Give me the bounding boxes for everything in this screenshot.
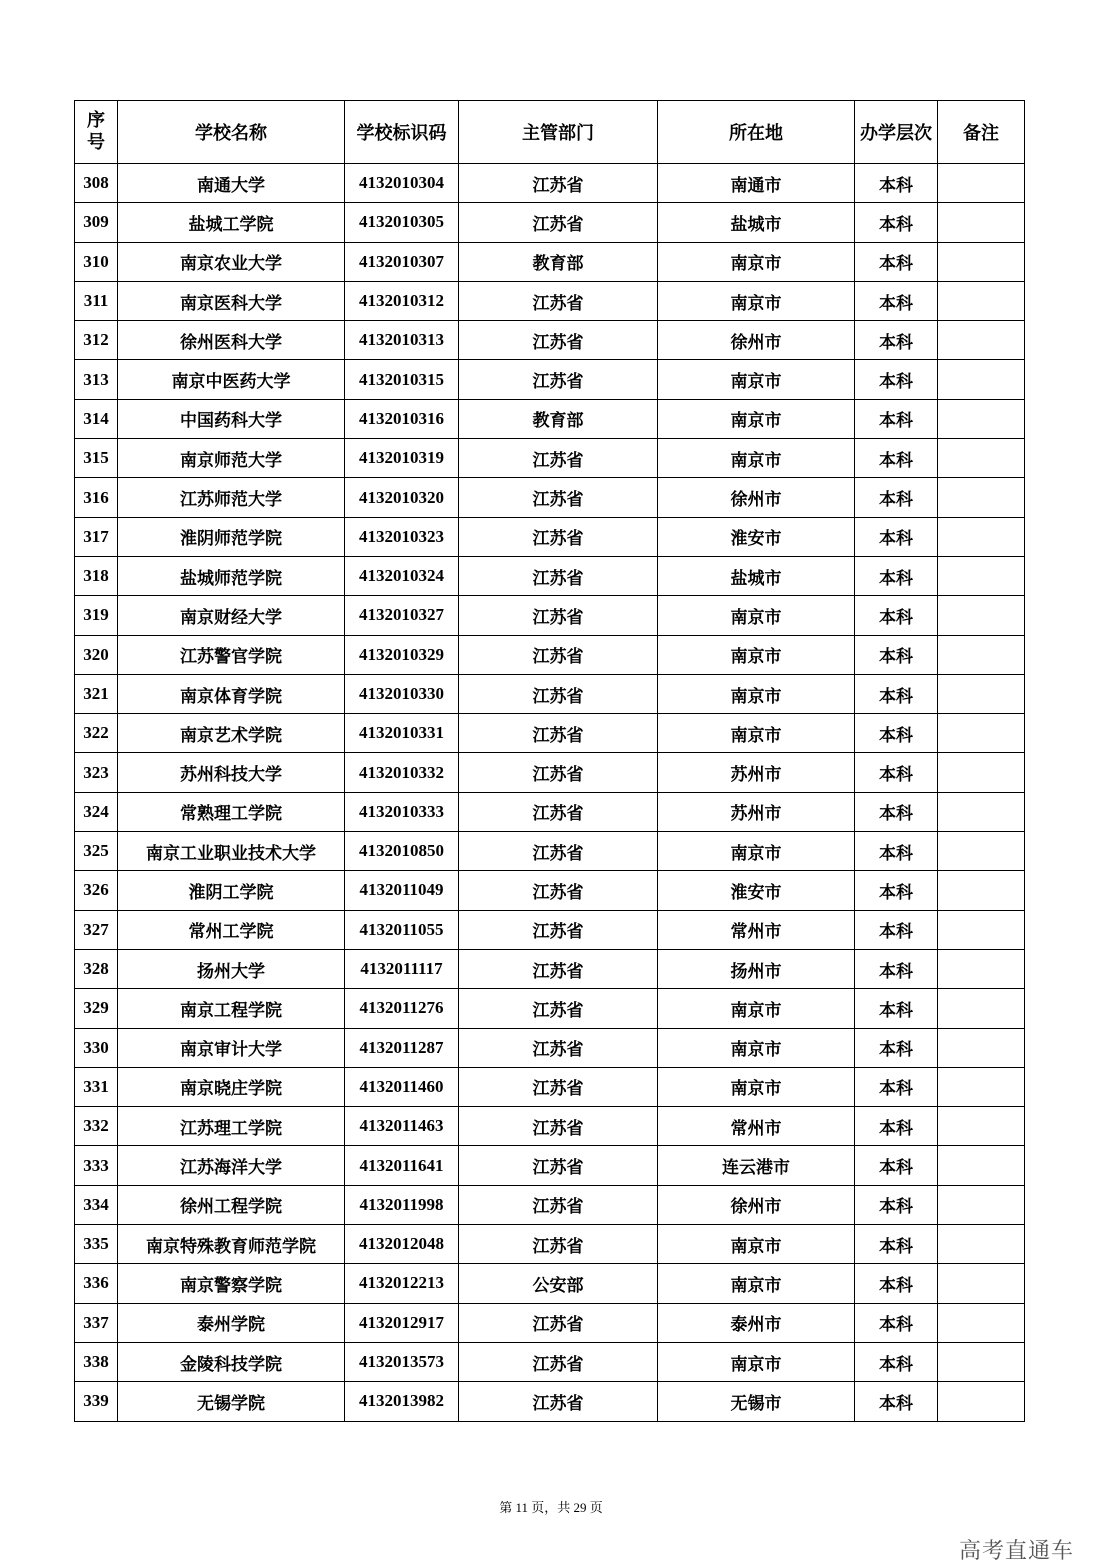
- cell-department: 江苏省: [459, 556, 658, 595]
- cell-location: 南京市: [658, 1342, 855, 1381]
- cell-department: 江苏省: [459, 1382, 658, 1421]
- table-row: [75, 164, 1025, 203]
- cell-department: 江苏省: [459, 478, 658, 517]
- cell-location: 南京市: [658, 635, 855, 674]
- table-row: [75, 949, 1025, 988]
- cell-department: 江苏省: [459, 753, 658, 792]
- cell-level: 本科: [855, 1382, 938, 1421]
- cell-remarks: [938, 1067, 1025, 1106]
- cell-school-code: 4132013573: [345, 1342, 459, 1381]
- table-row: [75, 753, 1025, 792]
- cell-seq: 337: [75, 1303, 118, 1342]
- cell-location: 徐州市: [658, 321, 855, 360]
- cell-seq: 332: [75, 1107, 118, 1146]
- cell-remarks: [938, 1146, 1025, 1185]
- cell-level: 本科: [855, 910, 938, 949]
- cell-location: 南京市: [658, 242, 855, 281]
- cell-seq: 326: [75, 871, 118, 910]
- cell-seq: 331: [75, 1067, 118, 1106]
- cell-remarks: [938, 164, 1025, 203]
- cell-department: 江苏省: [459, 635, 658, 674]
- cell-level: 本科: [855, 360, 938, 399]
- cell-school-name: 淮阴师范学院: [118, 517, 345, 556]
- cell-location: 苏州市: [658, 792, 855, 831]
- cell-department: 江苏省: [459, 832, 658, 871]
- cell-level: 本科: [855, 832, 938, 871]
- cell-remarks: [938, 832, 1025, 871]
- cell-remarks: [938, 556, 1025, 595]
- cell-school-code: 4132010327: [345, 596, 459, 635]
- cell-remarks: [938, 635, 1025, 674]
- cell-remarks: [938, 792, 1025, 831]
- cell-level: 本科: [855, 321, 938, 360]
- cell-location: 淮安市: [658, 871, 855, 910]
- cell-seq: 330: [75, 1028, 118, 1067]
- cell-remarks: [938, 1382, 1025, 1421]
- cell-school-name: 南京工业职业技术大学: [118, 832, 345, 871]
- table-row: [75, 910, 1025, 949]
- cell-remarks: [938, 517, 1025, 556]
- page-number-footer: 第 11 页，共 29 页: [499, 1500, 603, 1515]
- cell-location: 连云港市: [658, 1146, 855, 1185]
- cell-seq: 336: [75, 1264, 118, 1303]
- cell-seq: 325: [75, 832, 118, 871]
- cell-level: 本科: [855, 242, 938, 281]
- table-row: [75, 714, 1025, 753]
- table-header: [75, 101, 1025, 164]
- cell-department: 江苏省: [459, 439, 658, 478]
- cell-school-name: 南京医科大学: [118, 281, 345, 320]
- cell-location: 南京市: [658, 989, 855, 1028]
- cell-department: 江苏省: [459, 714, 658, 753]
- cell-remarks: [938, 203, 1025, 242]
- cell-seq: 327: [75, 910, 118, 949]
- cell-location: 徐州市: [658, 478, 855, 517]
- cell-seq: 314: [75, 399, 118, 438]
- cell-level: 本科: [855, 635, 938, 674]
- cell-school-name: 盐城师范学院: [118, 556, 345, 595]
- cell-school-code: 4132011463: [345, 1107, 459, 1146]
- cell-school-code: 4132010312: [345, 281, 459, 320]
- cell-seq: 309: [75, 203, 118, 242]
- cell-school-code: 4132011049: [345, 871, 459, 910]
- cell-location: 扬州市: [658, 949, 855, 988]
- header-school-name: 学校名称: [118, 101, 345, 164]
- table-row: [75, 1107, 1025, 1146]
- cell-school-name: 盐城工学院: [118, 203, 345, 242]
- cell-remarks: [938, 1342, 1025, 1381]
- table-row: [75, 1067, 1025, 1106]
- table-row: [75, 792, 1025, 831]
- cell-department: 江苏省: [459, 674, 658, 713]
- cell-school-code: 4132010320: [345, 478, 459, 517]
- cell-department: 江苏省: [459, 1342, 658, 1381]
- cell-school-name: 南通大学: [118, 164, 345, 203]
- cell-department: 江苏省: [459, 1303, 658, 1342]
- cell-school-name: 南京审计大学: [118, 1028, 345, 1067]
- cell-school-name: 常熟理工学院: [118, 792, 345, 831]
- cell-seq: 322: [75, 714, 118, 753]
- table-row: [75, 1146, 1025, 1185]
- cell-remarks: [938, 753, 1025, 792]
- cell-location: 南京市: [658, 832, 855, 871]
- cell-location: 徐州市: [658, 1185, 855, 1224]
- cell-seq: 320: [75, 635, 118, 674]
- cell-department: 江苏省: [459, 792, 658, 831]
- cell-level: 本科: [855, 1342, 938, 1381]
- cell-level: 本科: [855, 871, 938, 910]
- cell-school-code: 4132011276: [345, 989, 459, 1028]
- table-row: [75, 1225, 1025, 1264]
- table-row: [75, 399, 1025, 438]
- cell-department: 公安部: [459, 1264, 658, 1303]
- cell-school-code: 4132010333: [345, 792, 459, 831]
- cell-school-code: 4132012917: [345, 1303, 459, 1342]
- cell-school-name: 南京体育学院: [118, 674, 345, 713]
- cell-location: 南京市: [658, 399, 855, 438]
- table-row: [75, 439, 1025, 478]
- table-row: [75, 517, 1025, 556]
- cell-level: 本科: [855, 1067, 938, 1106]
- cell-school-name: 南京警察学院: [118, 1264, 345, 1303]
- cell-school-code: 4132010330: [345, 674, 459, 713]
- cell-school-code: 4132010323: [345, 517, 459, 556]
- cell-remarks: [938, 910, 1025, 949]
- header-school-code: 学校标识码: [345, 101, 459, 164]
- cell-remarks: [938, 1264, 1025, 1303]
- cell-location: 南京市: [658, 360, 855, 399]
- cell-level: 本科: [855, 1303, 938, 1342]
- table-row: [75, 556, 1025, 595]
- cell-department: 江苏省: [459, 1067, 658, 1106]
- cell-level: 本科: [855, 1028, 938, 1067]
- cell-remarks: [938, 989, 1025, 1028]
- table-row: [75, 1185, 1025, 1224]
- cell-seq: 329: [75, 989, 118, 1028]
- cell-seq: 319: [75, 596, 118, 635]
- cell-department: 教育部: [459, 399, 658, 438]
- cell-school-code: 4132010304: [345, 164, 459, 203]
- cell-level: 本科: [855, 1185, 938, 1224]
- cell-location: 无锡市: [658, 1382, 855, 1421]
- cell-department: 江苏省: [459, 989, 658, 1028]
- cell-location: 南京市: [658, 281, 855, 320]
- table-row: [75, 674, 1025, 713]
- cell-seq: 338: [75, 1342, 118, 1381]
- cell-remarks: [938, 242, 1025, 281]
- table-row: [75, 281, 1025, 320]
- cell-level: 本科: [855, 203, 938, 242]
- cell-seq: 324: [75, 792, 118, 831]
- table-row: [75, 635, 1025, 674]
- header-remarks: 备注: [938, 101, 1025, 164]
- cell-school-name: 南京师范大学: [118, 439, 345, 478]
- cell-school-code: 4132012213: [345, 1264, 459, 1303]
- cell-school-name: 徐州工程学院: [118, 1185, 345, 1224]
- cell-seq: 313: [75, 360, 118, 399]
- table-body: [75, 164, 1025, 1422]
- cell-level: 本科: [855, 1107, 938, 1146]
- cell-school-name: 南京特殊教育师范学院: [118, 1225, 345, 1264]
- cell-level: 本科: [855, 596, 938, 635]
- cell-school-code: 4132010316: [345, 399, 459, 438]
- cell-school-name: 南京晓庄学院: [118, 1067, 345, 1106]
- cell-school-name: 江苏师范大学: [118, 478, 345, 517]
- table-row: [75, 360, 1025, 399]
- cell-seq: 318: [75, 556, 118, 595]
- cell-seq: 310: [75, 242, 118, 281]
- cell-level: 本科: [855, 949, 938, 988]
- header-department: 主管部门: [459, 101, 658, 164]
- watermark-logo-text: 高考直通车: [958, 1539, 1074, 1564]
- cell-location: 泰州市: [658, 1303, 855, 1342]
- cell-school-name: 南京艺术学院: [118, 714, 345, 753]
- cell-school-name: 无锡学院: [118, 1382, 345, 1421]
- cell-school-code: 4132010332: [345, 753, 459, 792]
- cell-remarks: [938, 949, 1025, 988]
- cell-school-name: 中国药科大学: [118, 399, 345, 438]
- cell-level: 本科: [855, 556, 938, 595]
- cell-department: 江苏省: [459, 596, 658, 635]
- cell-level: 本科: [855, 517, 938, 556]
- cell-seq: 333: [75, 1146, 118, 1185]
- cell-location: 盐城市: [658, 203, 855, 242]
- cell-level: 本科: [855, 792, 938, 831]
- cell-location: 南京市: [658, 1067, 855, 1106]
- cell-school-code: 4132011055: [345, 910, 459, 949]
- cell-seq: 312: [75, 321, 118, 360]
- cell-school-code: 4132010315: [345, 360, 459, 399]
- cell-department: 江苏省: [459, 360, 658, 399]
- table-row: [75, 203, 1025, 242]
- cell-location: 南京市: [658, 714, 855, 753]
- cell-school-name: 南京财经大学: [118, 596, 345, 635]
- cell-location: 南京市: [658, 674, 855, 713]
- cell-remarks: [938, 1185, 1025, 1224]
- cell-remarks: [938, 1107, 1025, 1146]
- cell-level: 本科: [855, 989, 938, 1028]
- cell-school-name: 江苏理工学院: [118, 1107, 345, 1146]
- cell-location: 南京市: [658, 1028, 855, 1067]
- cell-remarks: [938, 1225, 1025, 1264]
- cell-department: 江苏省: [459, 1225, 658, 1264]
- cell-school-code: 4132010313: [345, 321, 459, 360]
- cell-school-code: 4132010331: [345, 714, 459, 753]
- cell-seq: 321: [75, 674, 118, 713]
- cell-seq: 334: [75, 1185, 118, 1224]
- table-row: [75, 871, 1025, 910]
- cell-seq: 328: [75, 949, 118, 988]
- cell-department: 江苏省: [459, 517, 658, 556]
- table-row: [75, 832, 1025, 871]
- cell-department: 江苏省: [459, 203, 658, 242]
- header-location: 所在地: [658, 101, 855, 164]
- cell-location: 南京市: [658, 1225, 855, 1264]
- cell-school-name: 南京中医药大学: [118, 360, 345, 399]
- cell-school-code: 4132013982: [345, 1382, 459, 1421]
- header-level: 办学层次: [855, 101, 938, 164]
- cell-location: 南京市: [658, 439, 855, 478]
- table-row: [75, 1028, 1025, 1067]
- cell-remarks: [938, 478, 1025, 517]
- cell-level: 本科: [855, 674, 938, 713]
- table-row: [75, 989, 1025, 1028]
- cell-level: 本科: [855, 1225, 938, 1264]
- cell-school-name: 江苏警官学院: [118, 635, 345, 674]
- cell-level: 本科: [855, 164, 938, 203]
- cell-remarks: [938, 281, 1025, 320]
- cell-remarks: [938, 439, 1025, 478]
- cell-level: 本科: [855, 753, 938, 792]
- table-row: [75, 478, 1025, 517]
- cell-department: 江苏省: [459, 1146, 658, 1185]
- table-row: [75, 321, 1025, 360]
- table-row: [75, 596, 1025, 635]
- cell-seq: 323: [75, 753, 118, 792]
- cell-level: 本科: [855, 1264, 938, 1303]
- cell-school-code: 4132010319: [345, 439, 459, 478]
- cell-department: 江苏省: [459, 1185, 658, 1224]
- cell-location: 淮安市: [658, 517, 855, 556]
- cell-remarks: [938, 1028, 1025, 1067]
- cell-school-code: 4132011460: [345, 1067, 459, 1106]
- table-row: [75, 242, 1025, 281]
- cell-remarks: [938, 871, 1025, 910]
- cell-seq: 316: [75, 478, 118, 517]
- cell-level: 本科: [855, 714, 938, 753]
- cell-school-name: 南京农业大学: [118, 242, 345, 281]
- cell-remarks: [938, 360, 1025, 399]
- cell-school-code: 4132010329: [345, 635, 459, 674]
- cell-location: 苏州市: [658, 753, 855, 792]
- table-row: [75, 1342, 1025, 1381]
- cell-remarks: [938, 714, 1025, 753]
- cell-seq: 311: [75, 281, 118, 320]
- cell-location: 南京市: [658, 1264, 855, 1303]
- table-row: [75, 1382, 1025, 1421]
- cell-school-code: 4132010324: [345, 556, 459, 595]
- cell-location: 常州市: [658, 910, 855, 949]
- cell-department: 江苏省: [459, 1107, 658, 1146]
- cell-school-code: 4132010307: [345, 242, 459, 281]
- cell-department: 江苏省: [459, 949, 658, 988]
- cell-school-name: 江苏海洋大学: [118, 1146, 345, 1185]
- cell-school-name: 金陵科技学院: [118, 1342, 345, 1381]
- cell-school-code: 4132012048: [345, 1225, 459, 1264]
- cell-level: 本科: [855, 478, 938, 517]
- cell-seq: 335: [75, 1225, 118, 1264]
- cell-remarks: [938, 321, 1025, 360]
- cell-location: 南通市: [658, 164, 855, 203]
- cell-seq: 317: [75, 517, 118, 556]
- header-row: [75, 101, 1025, 164]
- cell-department: 江苏省: [459, 1028, 658, 1067]
- cell-seq: 315: [75, 439, 118, 478]
- cell-school-code: 4132011998: [345, 1185, 459, 1224]
- cell-level: 本科: [855, 1146, 938, 1185]
- cell-department: 江苏省: [459, 910, 658, 949]
- cell-department: 教育部: [459, 242, 658, 281]
- cell-school-name: 苏州科技大学: [118, 753, 345, 792]
- cell-school-name: 徐州医科大学: [118, 321, 345, 360]
- cell-location: 盐城市: [658, 556, 855, 595]
- cell-school-name: 常州工学院: [118, 910, 345, 949]
- cell-school-code: 4132011117: [345, 949, 459, 988]
- cell-school-name: 南京工程学院: [118, 989, 345, 1028]
- cell-level: 本科: [855, 439, 938, 478]
- cell-school-name: 泰州学院: [118, 1303, 345, 1342]
- cell-school-code: 4132011287: [345, 1028, 459, 1067]
- cell-remarks: [938, 1303, 1025, 1342]
- cell-school-code: 4132010305: [345, 203, 459, 242]
- table-row: [75, 1303, 1025, 1342]
- cell-school-name: 扬州大学: [118, 949, 345, 988]
- cell-department: 江苏省: [459, 871, 658, 910]
- cell-school-code: 4132011641: [345, 1146, 459, 1185]
- cell-remarks: [938, 596, 1025, 635]
- school-list-table: [74, 100, 1025, 1422]
- cell-location: 南京市: [658, 596, 855, 635]
- cell-department: 江苏省: [459, 281, 658, 320]
- cell-remarks: [938, 399, 1025, 438]
- cell-school-code: 4132010850: [345, 832, 459, 871]
- cell-seq: 308: [75, 164, 118, 203]
- cell-seq: 339: [75, 1382, 118, 1421]
- table-row: [75, 1264, 1025, 1303]
- cell-level: 本科: [855, 399, 938, 438]
- cell-remarks: [938, 674, 1025, 713]
- cell-location: 常州市: [658, 1107, 855, 1146]
- cell-department: 江苏省: [459, 321, 658, 360]
- header-seq: 序 号: [75, 101, 118, 164]
- cell-school-name: 淮阴工学院: [118, 871, 345, 910]
- cell-department: 江苏省: [459, 164, 658, 203]
- cell-level: 本科: [855, 281, 938, 320]
